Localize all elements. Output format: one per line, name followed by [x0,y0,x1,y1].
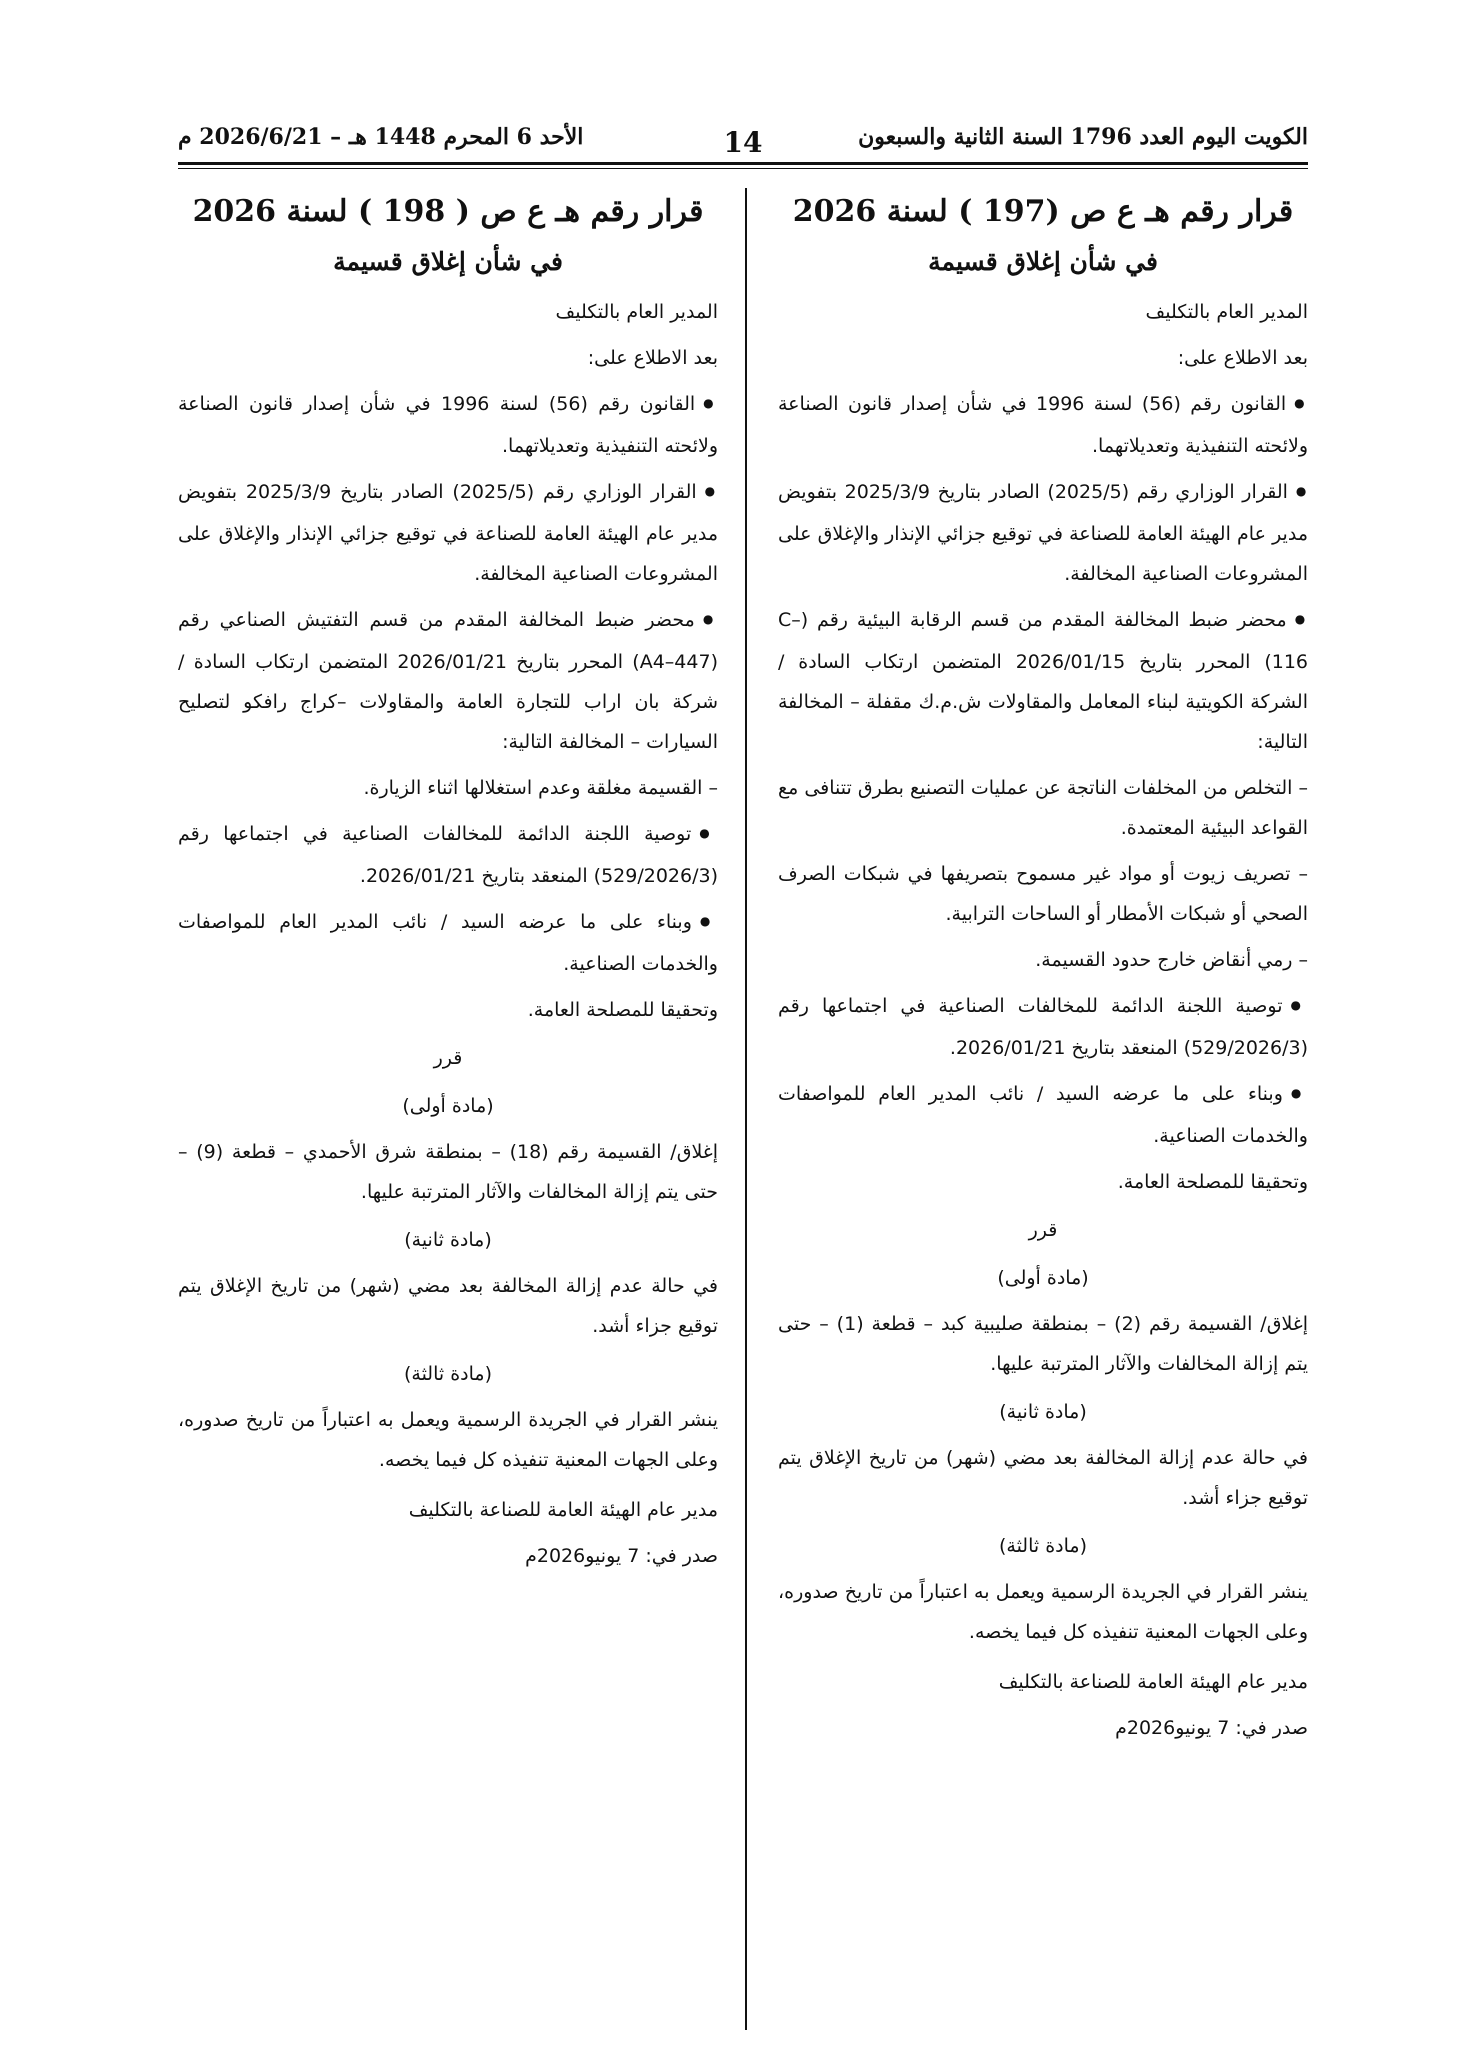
article-text: في حالة عدم إزالة المخالفة بعد مضي (شهر) من تاريخ الإغلاق يتم توقيع جزاء أشد. [778,1447,1308,1509]
decision-subtitle: في شأن إغلاق قسيمة [333,247,563,276]
preamble-item: ● وبناء على ما عرضه السيد / نائب المدير العام للمواصفات والخدمات الصناعية. [178,902,718,984]
gazette-issue: الكويت اليوم العدد 1796 السنة الثانية والسبعون [858,124,1308,150]
after-review: بعد الاطلاع على: [587,347,718,369]
article-text: إغلاق/ القسيمة رقم (2) – بمنطقة صليبية كبد – قطعة (1) – حتى يتم إزالة المخالفات والآثار المترتبة عليها. [778,1313,1309,1375]
preamble-item: ● محضر ضبط المخالفة المقدم من قسم التفتيش الصناعي رقم (A4–447) المحرر بتاريخ 2026/01/21 المتضمن ارتكاب السادة / شركة بان اراب للتجارة العامة والمقاولات –كراج رافكو لتصليح السيارات – المخالفة التالية: [178,600,718,762]
page-header [178,112,1308,158]
column-divider [745,188,747,2030]
decision-198 [178,188,718,1582]
decided-heading: قرر [1028,1219,1058,1241]
article-text: ينشر القرار في الجريدة الرسمية ويعمل به اعتباراً من تاريخ صدوره، وعلى الجهات المعنية تنفيذه كل فيما يخصه. [778,1581,1308,1643]
article-heading: (مادة أولى) [997,1267,1089,1289]
preamble-item: ● القانون رقم (56) لسنة 1996 في شأن إصدار قانون الصناعة ولائحته التنفيذية وتعديلاتهما. [178,384,718,466]
issue-date-line: صدر في: 7 يونيو2026م [525,1545,718,1567]
public-interest: وتحقيقا للمصلحة العامة. [527,999,718,1021]
article-heading: (مادة ثالثة) [403,1363,493,1385]
article-text: ينشر القرار في الجريدة الرسمية ويعمل به اعتباراً من تاريخ صدوره، وعلى الجهات المعنية تنفيذه كل فيما يخصه. [178,1409,718,1471]
issue-date-line: صدر في: 7 يونيو2026م [1115,1717,1308,1739]
article-heading: (مادة أولى) [402,1095,494,1117]
preamble-item: ● توصية اللجنة الدائمة للمخالفات الصناعية في اجتماعها رقم (529/2026/3) المنعقد بتاريخ 2026/01/21. [778,986,1308,1068]
header-rule [178,162,1308,165]
decided-heading: قرر [433,1047,463,1069]
article-heading: (مادة ثالثة) [998,1535,1088,1557]
decision-title: قرار رقم هـ ع ص ( 198 ) لسنة 2026 [192,194,704,229]
signatory: مدير عام الهيئة العامة للصناعة بالتكليف [998,1671,1308,1693]
preamble-item: ● توصية اللجنة الدائمة للمخالفات الصناعية في اجتماعها رقم (529/2026/3) المنعقد بتاريخ 2026/01/21. [178,814,718,896]
decision-subtitle: في شأن إغلاق قسيمة [928,247,1158,276]
article-heading: (مادة ثانية) [404,1229,492,1251]
violation-item: – القسيمة مغلقة وعدم استغلالها اثناء الزيارة. [363,777,718,799]
public-interest: وتحقيقا للمصلحة العامة. [1117,1171,1308,1193]
article-heading: (مادة ثانية) [999,1401,1087,1423]
signatory: مدير عام الهيئة العامة للصناعة بالتكليف [408,1499,718,1521]
authority: المدير العام بالتكليف [555,301,718,323]
preamble-item: ● القانون رقم (56) لسنة 1996 في شأن إصدار قانون الصناعة ولائحته التنفيذية وتعديلاتهما. [778,384,1308,466]
header-rule-thin [178,168,1308,169]
violation-item: – تصريف زيوت أو مواد غير مسموح بتصريفها في شبكات الصرف الصحي أو شبكات الأمطار أو الساحات الترابية. [778,863,1308,925]
article-text: إغلاق/ القسيمة رقم (18) – بمنطقة شرق الأحمدي – قطعة (9) – حتى يتم إزالة المخالفات والآثار المترتبة عليها. [178,1141,718,1203]
issue-date: الأحد 6 المحرم 1448 هـ – 2026/6/21 م [178,124,584,150]
preamble-item: ● القرار الوزاري رقم (2025/5) الصادر بتاريخ 2025/3/9 بتفويض مدير عام الهيئة العامة للصناعة في توقيع جزائي الإنذار والإغلاق على المشروعات الصناعية المخالفة. [178,472,718,594]
decision-197 [778,188,1308,1754]
preamble-item: ● وبناء على ما عرضه السيد / نائب المدير العام للمواصفات والخدمات الصناعية. [778,1074,1308,1156]
preamble-item: ● محضر ضبط المخالفة المقدم من قسم الرقابة البيئية رقم (C–116) المحرر بتاريخ 2026/01/15 المتضمن ارتكاب السادة / الشركة الكويتية لبناء المعامل والمقاولات ش.م.ك مقفلة – المخالفة التالية: [778,600,1308,762]
after-review: بعد الاطلاع على: [1177,347,1308,369]
decision-title: قرار رقم هـ ع ص (197 ) لسنة 2026 [792,194,1294,229]
article-text: في حالة عدم إزالة المخالفة بعد مضي (شهر) من تاريخ الإغلاق يتم توقيع جزاء أشد. [178,1275,718,1337]
authority: المدير العام بالتكليف [1145,301,1308,323]
preamble-item: ● القرار الوزاري رقم (2025/5) الصادر بتاريخ 2025/3/9 بتفويض مدير عام الهيئة العامة للصناعة في توقيع جزائي الإنذار والإغلاق على المشروعات الصناعية المخالفة. [778,472,1308,594]
violation-item: – التخلص من المخلفات الناتجة عن عمليات التصنيع بطرق تتنافى مع القواعد البيئية المعتمدة. [778,777,1308,839]
page-number: 14 [723,126,763,159]
violation-item: – رمي أنقاض خارج حدود القسيمة. [1035,949,1308,971]
